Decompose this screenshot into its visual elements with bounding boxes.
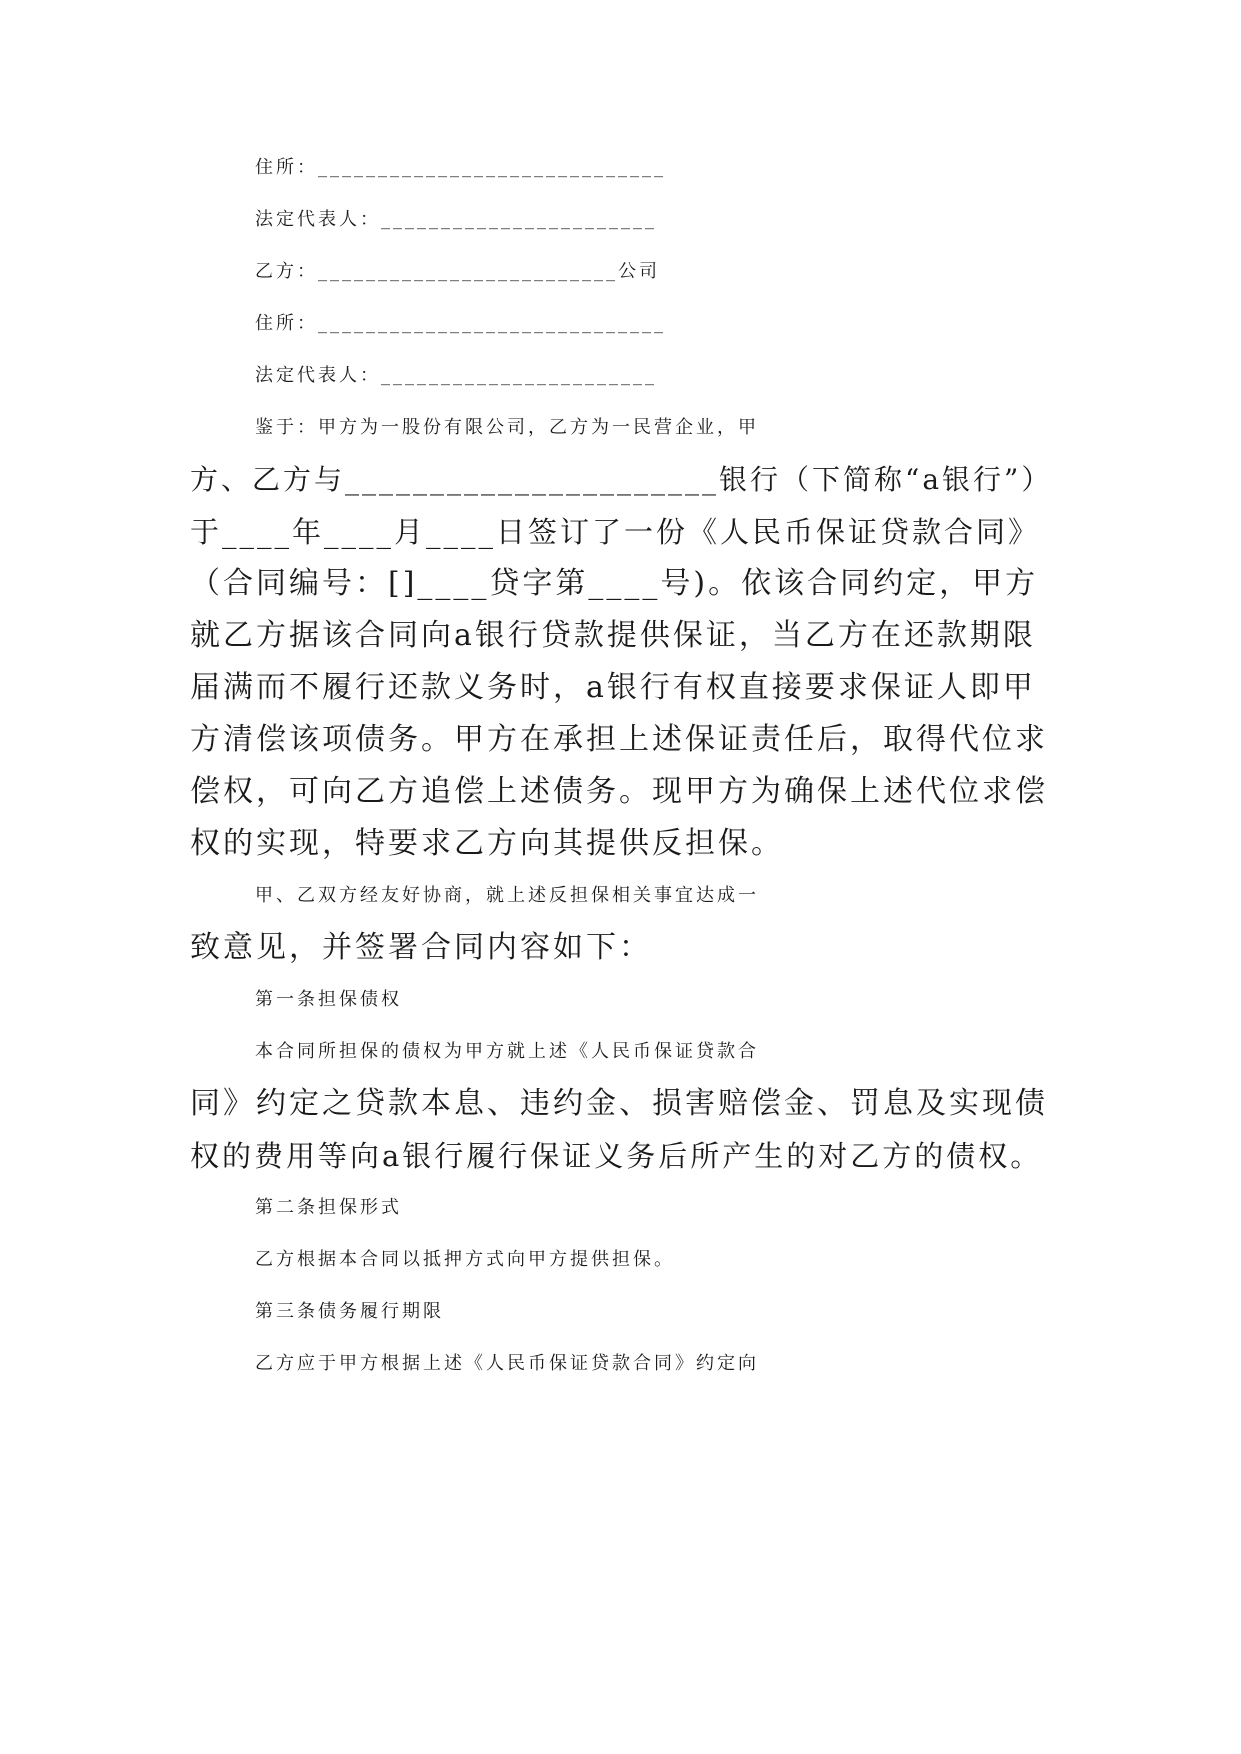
domicile-line-1: 住所：_____________________________ bbox=[255, 157, 666, 178]
paragraph-line: 鉴于：甲方为一股份有限公司，乙方为一民营企业，甲 bbox=[255, 417, 759, 438]
paragraph-line: 方清偿该项债务。甲方在承担上述保证责任后，取得代位求 bbox=[190, 722, 1048, 757]
paragraph-line: 偿权，可向乙方追偿上述债务。现甲方为确保上述代位求偿 bbox=[190, 774, 1048, 809]
article-heading: 第三条债务履行期限 bbox=[255, 1301, 444, 1322]
domicile-line-2: 住所：_____________________________ bbox=[255, 313, 666, 334]
paragraph-line: 届满而不履行还款义务时，a银行有权直接要求保证人即甲 bbox=[190, 670, 1036, 705]
paragraph-line: 乙方应于甲方根据上述《人民币保证贷款合同》约定向 bbox=[255, 1353, 759, 1374]
party-b-line: 乙方：_________________________公司 bbox=[255, 261, 660, 282]
paragraph-line: 同》约定之贷款本息、违约金、损害赔偿金、罚息及实现债 bbox=[190, 1086, 1048, 1121]
paragraph-line: 致意见，并签署合同内容如下： bbox=[190, 930, 652, 965]
paragraph-line: 就乙方据该合同向a银行贷款提供保证，当乙方在还款期限 bbox=[190, 618, 1036, 653]
article-heading: 第二条担保形式 bbox=[255, 1197, 402, 1218]
paragraph-line: 本合同所担保的债权为甲方就上述《人民币保证贷款合 bbox=[255, 1041, 759, 1062]
paragraph-line: 权的实现，特要求乙方向其提供反担保。 bbox=[190, 826, 784, 861]
paragraph-line: 乙方根据本合同以抵押方式向甲方提供担保。 bbox=[255, 1249, 675, 1270]
legal-rep-line-1: 法定代表人：_______________________ bbox=[255, 209, 657, 230]
paragraph-line: 权的费用等向a银行履行保证义务后所产生的对乙方的债权。 bbox=[190, 1139, 1043, 1173]
paragraph-line: 甲、乙双方经友好协商，就上述反担保相关事宜达成一 bbox=[255, 885, 759, 906]
paragraph-line: 于____年____月____日签订了一份《人民币保证贷款合同》 bbox=[190, 515, 1041, 549]
legal-rep-line-2: 法定代表人：_______________________ bbox=[255, 365, 657, 386]
article-heading: 第一条担保债权 bbox=[255, 989, 402, 1010]
paragraph-line: （合同编号：[]____贷字第____号)。依该合同约定，甲方 bbox=[190, 566, 1039, 601]
paragraph-line: 方、乙方与______________________银行（下简称“a银行”） bbox=[190, 463, 1053, 496]
